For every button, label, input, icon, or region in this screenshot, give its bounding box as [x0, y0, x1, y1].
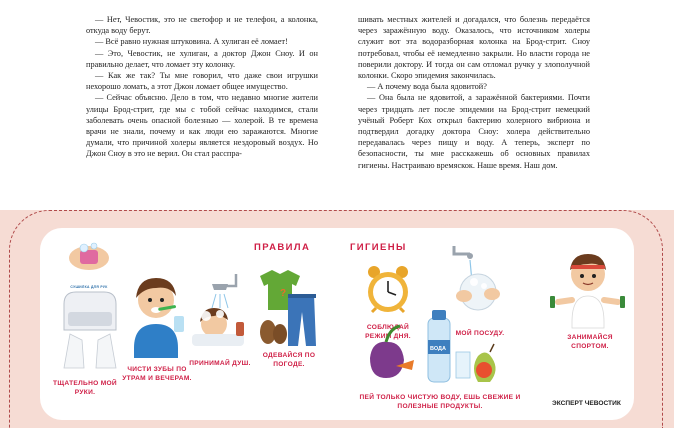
- paragraph: — А почему вода была ядовитой?: [367, 82, 487, 92]
- rule-dishes: МОЙ ПОСУДУ.: [455, 330, 505, 337]
- clothes-icon: [254, 266, 322, 348]
- bottle-label: ВОДА: [430, 346, 446, 352]
- hygiene-rules-frame: [0, 210, 674, 428]
- expert-credit: ЭКСПЕРТ ЧЕВОСТИК: [552, 400, 621, 407]
- boy-brushing-teeth-icon: [124, 268, 188, 358]
- rule-dress: ОДЕВАЙСЯ ПО ПОГОДЕ.: [262, 352, 316, 368]
- paragraph: шивать местных жителей и догадался, что болезнь передаётся через заражённую воду. Оказалось, что источником холеры служит вот эта водоразборная колонка на Брод-стрит. Сноу потребовал, чтобы её немедленно закрыли. Но власти города не поверили доктору. И тогда он сам отломал ручку у злополучной колонки. Скоро эпидемия закончилась.: [358, 15, 590, 81]
- rules-title-right: ГИГИЕНЫ: [350, 242, 407, 253]
- rule-brush-teeth: ЧИСТИ ЗУБЫ ПО УТРАМ И ВЕЧЕРАМ.: [122, 366, 192, 382]
- rule-food: ПЕЙ ТОЛЬКО ЧИСТУЮ ВОДУ, ЕШЬ СВЕЖИЕ И ПОЛЕЗНЫЕ ПРОДУКТЫ.: [359, 394, 521, 410]
- rule-sport: ЗАНИМАЙСЯ СПОРТОМ.: [567, 334, 613, 350]
- hygiene-rules-panel: [40, 228, 634, 420]
- paragraph: — Нет, Чевостик, это не светофор и не телефон, а колонка, откуда воду берут.: [86, 15, 318, 36]
- washing-dishes-icon: [444, 244, 510, 324]
- svg-text:?: ?: [280, 288, 287, 299]
- dryer-label: СУШИЛКА ДЛЯ РУК: [70, 285, 108, 289]
- paragraph: — Всё равно нужная штуковина. А хулиган её ломает!: [95, 37, 288, 47]
- left-text-column: [86, 14, 318, 160]
- hand-washing-icon: [54, 244, 124, 374]
- rule-routine: СОБЛЮДАЙ РЕЖИМ ДНЯ.: [365, 324, 411, 340]
- rule-wash-hands: ТЩАТЕЛЬНО МОЙ РУКИ.: [53, 380, 117, 396]
- shower-icon: [190, 272, 250, 348]
- paragraph: — Сейчас объясню. Дело в том, что недавно многие жители улицы Брод-стрит, где мы с тобой сейчас находимся, стали заболевать очень опасной болезнью — холерой. В те времена врачи не знали, почему и как люди ею заражаются. Многие думали, что причиной холеры является нездоровый воздух. Но Джон Сноу в это не верил. Он стал расспра-: [86, 93, 318, 159]
- paragraph: — Она была не ядовитой, а заражённой бактериями. Почти через тридцать лет после эпидемии на Брод-стрит немецкий учёный Роберт Кох открыл бактерию холерного вибриона и подтвердил догадку доктора Сноу: холера действительно передавалась через пищу и воду. А теперь, эксперт по безопасности, ты мне расскажешь об основных правилах гигиены. Настраиваю времяскок. Наше время. Наш дом.: [358, 93, 590, 170]
- paragraph: — Это, Чевостик, не хулиган, а доктор Джон Сноу. И он правильно делает, что ломает эту колонку.: [86, 48, 318, 69]
- boy-exercising-icon: [550, 248, 626, 328]
- right-text-column: [358, 14, 590, 171]
- rules-title-left: ПРАВИЛА: [254, 242, 311, 253]
- paragraph: — Как же так? Ты мне говорил, что даже свои игрушки нехорошо ломать, а этот Джон ломает общее имущество.: [86, 71, 318, 92]
- rule-shower: ПРИНИМАЙ ДУШ.: [189, 360, 251, 367]
